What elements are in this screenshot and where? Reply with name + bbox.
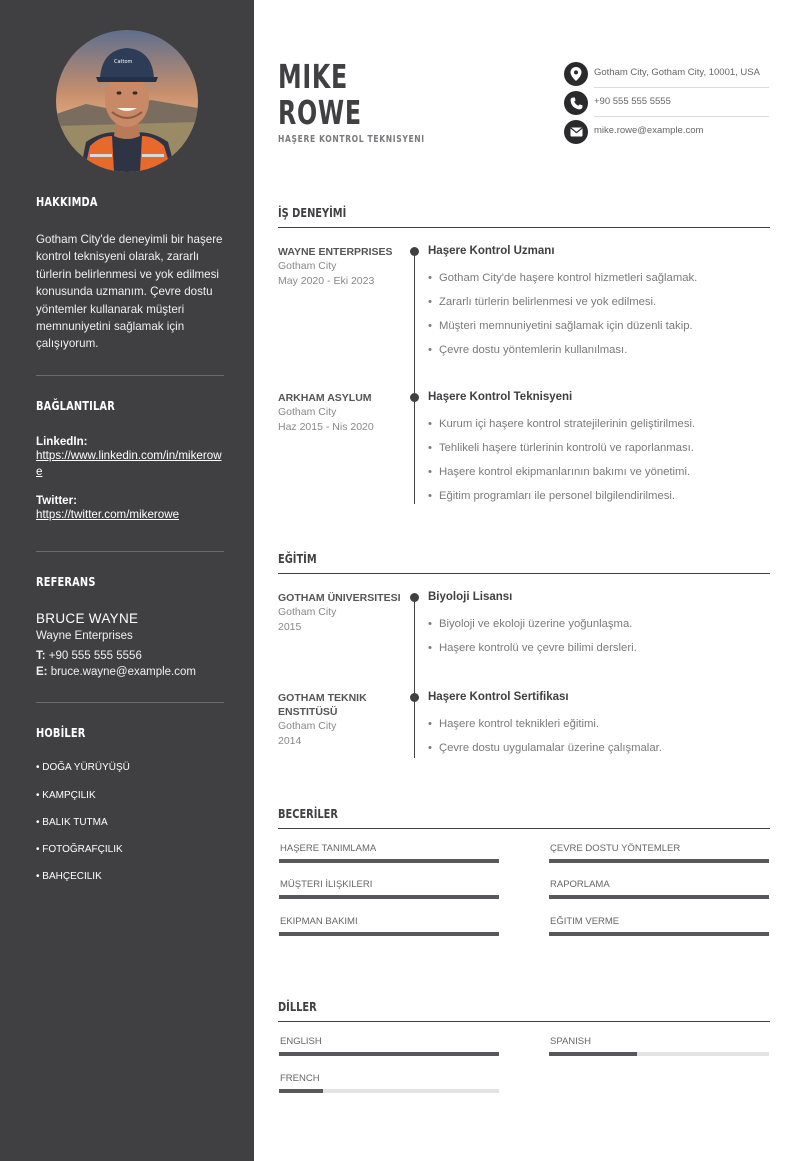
language-item	[549, 1036, 769, 1047]
skill-item	[549, 843, 769, 854]
degree-bullets	[428, 612, 637, 660]
skill-bar-fill	[279, 859, 499, 863]
reference-phone-label: T:	[36, 650, 46, 662]
role-bullets	[428, 266, 697, 362]
skill-item	[279, 916, 499, 927]
hat-logo-text: Cattom	[114, 59, 133, 65]
skill-item	[279, 843, 499, 854]
phone-text: +90 555 555 5555	[594, 96, 671, 107]
org-dates: 2014	[278, 735, 302, 747]
reference-phone-value: +90 555 555 5556	[48, 650, 142, 662]
last-name: ROWE	[278, 93, 362, 132]
org-dates: Haz 2015 - Nis 2020	[278, 421, 374, 433]
language-name: ENGLISH	[280, 1036, 322, 1047]
hobbies-title: HOBİLER	[36, 726, 86, 740]
links-section	[36, 399, 224, 523]
education-org-block	[278, 591, 403, 635]
language-bar-fill	[279, 1052, 499, 1056]
reference-section	[36, 575, 224, 680]
skill-name: RAPORLAMA	[550, 879, 610, 890]
org-name: GOTHAM ÜNIVERSITESI	[278, 592, 401, 604]
skill-item	[549, 879, 769, 890]
contact-address	[564, 61, 769, 87]
bullet-item: • Zararlı türlerin belirlenmesi ve yok edilmesi.	[428, 290, 697, 314]
degree-title: Haşere Kontrol Sertifikası	[428, 691, 569, 703]
role-title: Haşere Kontrol Uzmanı	[428, 245, 555, 257]
about-section	[36, 195, 224, 353]
link-linkedin	[36, 435, 224, 480]
org-location: Gotham City	[278, 406, 337, 418]
reference-title: REFERANS	[36, 575, 96, 589]
timeline-dot	[410, 593, 419, 602]
experience-org-block	[278, 245, 403, 289]
sidebar-divider	[36, 702, 224, 703]
sidebar-divider	[36, 375, 224, 376]
bullet-item: • Gotham City'de haşere kontrol hizmetleri sağlamak.	[428, 266, 697, 290]
org-location: Gotham City	[278, 606, 337, 618]
contact-phone	[564, 90, 769, 116]
bullet-item: • Haşere kontrolü ve çevre bilimi dersleri.	[428, 636, 637, 660]
hobby-item: • BALIK TUTMA	[36, 817, 108, 828]
language-item	[279, 1073, 499, 1084]
reference-name: BRUCE WAYNE	[36, 611, 139, 626]
bullet-item: • Biyoloji ve ekoloji üzerine yoğunlaşma.	[428, 612, 637, 636]
org-dates: 2015	[278, 621, 302, 633]
skill-bar-track	[279, 932, 499, 936]
reference-email	[36, 664, 224, 680]
experience-timeline	[414, 252, 415, 504]
avatar	[56, 30, 198, 172]
section-rule	[278, 573, 770, 574]
languages-title: DİLLER	[278, 1000, 317, 1014]
role-title: Haşere Kontrol Teknisyeni	[428, 391, 573, 403]
section-rule	[278, 828, 770, 829]
sidebar-divider	[36, 551, 224, 552]
bullet-item: • Eğitim programları ile personel bilgilendirilmesi.	[428, 484, 695, 508]
contact-divider	[594, 87, 769, 88]
portrait-photo	[56, 30, 198, 172]
bullet-item: • Çevre dostu yöntemlerin kullanılması.	[428, 338, 697, 362]
language-name: FRENCH	[280, 1073, 320, 1084]
skill-bar-fill	[279, 932, 499, 936]
linkedin-link[interactable]: https://www.linkedin.com/in/mikerowe	[36, 449, 222, 478]
first-name: MIKE	[278, 57, 349, 96]
hobbies-section	[36, 726, 224, 740]
experience-title: İŞ DENEYİMİ	[278, 206, 347, 220]
section-rule	[278, 1021, 770, 1022]
linkedin-label: LinkedIn:	[36, 435, 88, 448]
envelope-icon	[564, 120, 588, 144]
language-name: SPANISH	[550, 1036, 592, 1047]
skill-name: ÇEVRE DOSTU YÖNTEMLER	[550, 843, 681, 854]
language-bar-fill	[549, 1052, 637, 1056]
job-title: HAŞERE KONTROL TEKNISYENI	[278, 134, 425, 145]
about-title: HAKKIMDA	[36, 195, 98, 209]
bullet-item: • Müşteri memnuniyetini sağlamak için düzenli takip.	[428, 314, 697, 338]
language-bar-track	[279, 1089, 499, 1093]
language-bar-track	[279, 1052, 499, 1056]
timeline-dot	[410, 693, 419, 702]
skill-item	[279, 879, 499, 890]
skill-bar-track	[549, 859, 769, 863]
org-name: WAYNE ENTERPRISES	[278, 246, 393, 258]
skills-title: BECERİLER	[278, 807, 338, 821]
skill-name: EĞITIM VERME	[550, 916, 620, 927]
experience-org-block	[278, 391, 403, 435]
reference-company: Wayne Enterprises	[36, 630, 133, 642]
timeline-dot	[410, 247, 419, 256]
phone-icon	[564, 91, 588, 115]
hobby-item: • KAMPÇILIK	[36, 790, 96, 801]
skill-bar-fill	[549, 895, 769, 899]
skill-name: MÜŞTERI İLIŞKILERI	[280, 879, 373, 890]
section-rule	[278, 227, 770, 228]
contact-divider	[594, 116, 769, 117]
bullet-item: • Haşere kontrol ekipmanlarının bakımı ve yönetimi.	[428, 460, 695, 484]
sidebar	[0, 0, 254, 1161]
skill-bar-fill	[549, 859, 769, 863]
map-pin-icon	[564, 62, 588, 86]
language-bar-track	[549, 1052, 769, 1056]
skill-bar-track	[279, 859, 499, 863]
org-location: Gotham City	[278, 720, 337, 732]
org-dates: May 2020 - Eki 2023	[278, 275, 375, 287]
twitter-link[interactable]: https://twitter.com/mikerowe	[36, 508, 180, 521]
bullet-item: • Kurum içi haşere kontrol stratejilerinin geliştirilmesi.	[428, 412, 695, 436]
about-text: Gotham City'de deneyimli bir haşere kontrol teknisyeni olarak, zararlı türlerin belirlenmesi ve yok edilmesi konusunda uzmanım. Çevre dostu yöntemler kullanarak müşteri memnuniyetini sağlamak için çalışıyorum.	[36, 233, 223, 351]
language-item	[279, 1036, 499, 1047]
link-twitter	[36, 494, 224, 523]
education-timeline	[414, 598, 415, 758]
skill-bar-fill	[549, 932, 769, 936]
bullet-item: • Çevre dostu uygulamalar üzerine çalışmalar.	[428, 736, 662, 760]
twitter-label: Twitter:	[36, 494, 78, 507]
address-text: Gotham City, Gotham City, 10001, USA	[594, 67, 760, 78]
degree-bullets	[428, 712, 662, 760]
role-bullets	[428, 412, 695, 508]
hobby-item: • BAHÇECILIK	[36, 871, 102, 882]
hobby-item: • DOĞA YÜRÜYÜŞÜ	[36, 762, 130, 773]
skill-bar-track	[549, 932, 769, 936]
skill-bar-track	[279, 895, 499, 899]
reference-email-value: bruce.wayne@example.com	[50, 666, 196, 678]
reference-email-label: E:	[36, 666, 48, 678]
bullet-item: • Tehlikeli haşere türlerinin kontrolü ve raporlanması.	[428, 436, 695, 460]
skill-bar-track	[549, 895, 769, 899]
org-location: Gotham City	[278, 260, 337, 272]
email-text[interactable]: mike.rowe@example.com	[594, 125, 704, 136]
degree-title: Biyoloji Lisansı	[428, 591, 513, 603]
links-title: BAĞLANTILAR	[36, 399, 115, 413]
education-org-block	[278, 691, 403, 749]
timeline-dot	[410, 393, 419, 402]
org-name: ARKHAM ASYLUM	[278, 392, 372, 404]
org-name: GOTHAM TEKNIK ENSTITÜSÜ	[278, 692, 367, 718]
hobby-item: • FOTOĞRAFÇILIK	[36, 844, 123, 855]
skill-name: EKIPMAN BAKIMI	[280, 916, 358, 927]
contact-email	[564, 119, 769, 145]
skill-bar-fill	[279, 895, 499, 899]
reference-phone	[36, 648, 224, 664]
skill-item	[549, 916, 769, 927]
language-bar-fill	[279, 1089, 323, 1093]
education-title: EĞİTİM	[278, 552, 317, 566]
bullet-item: • Haşere kontrol teknikleri eğitimi.	[428, 712, 662, 736]
skill-name: HAŞERE TANIMLAMA	[280, 843, 377, 854]
